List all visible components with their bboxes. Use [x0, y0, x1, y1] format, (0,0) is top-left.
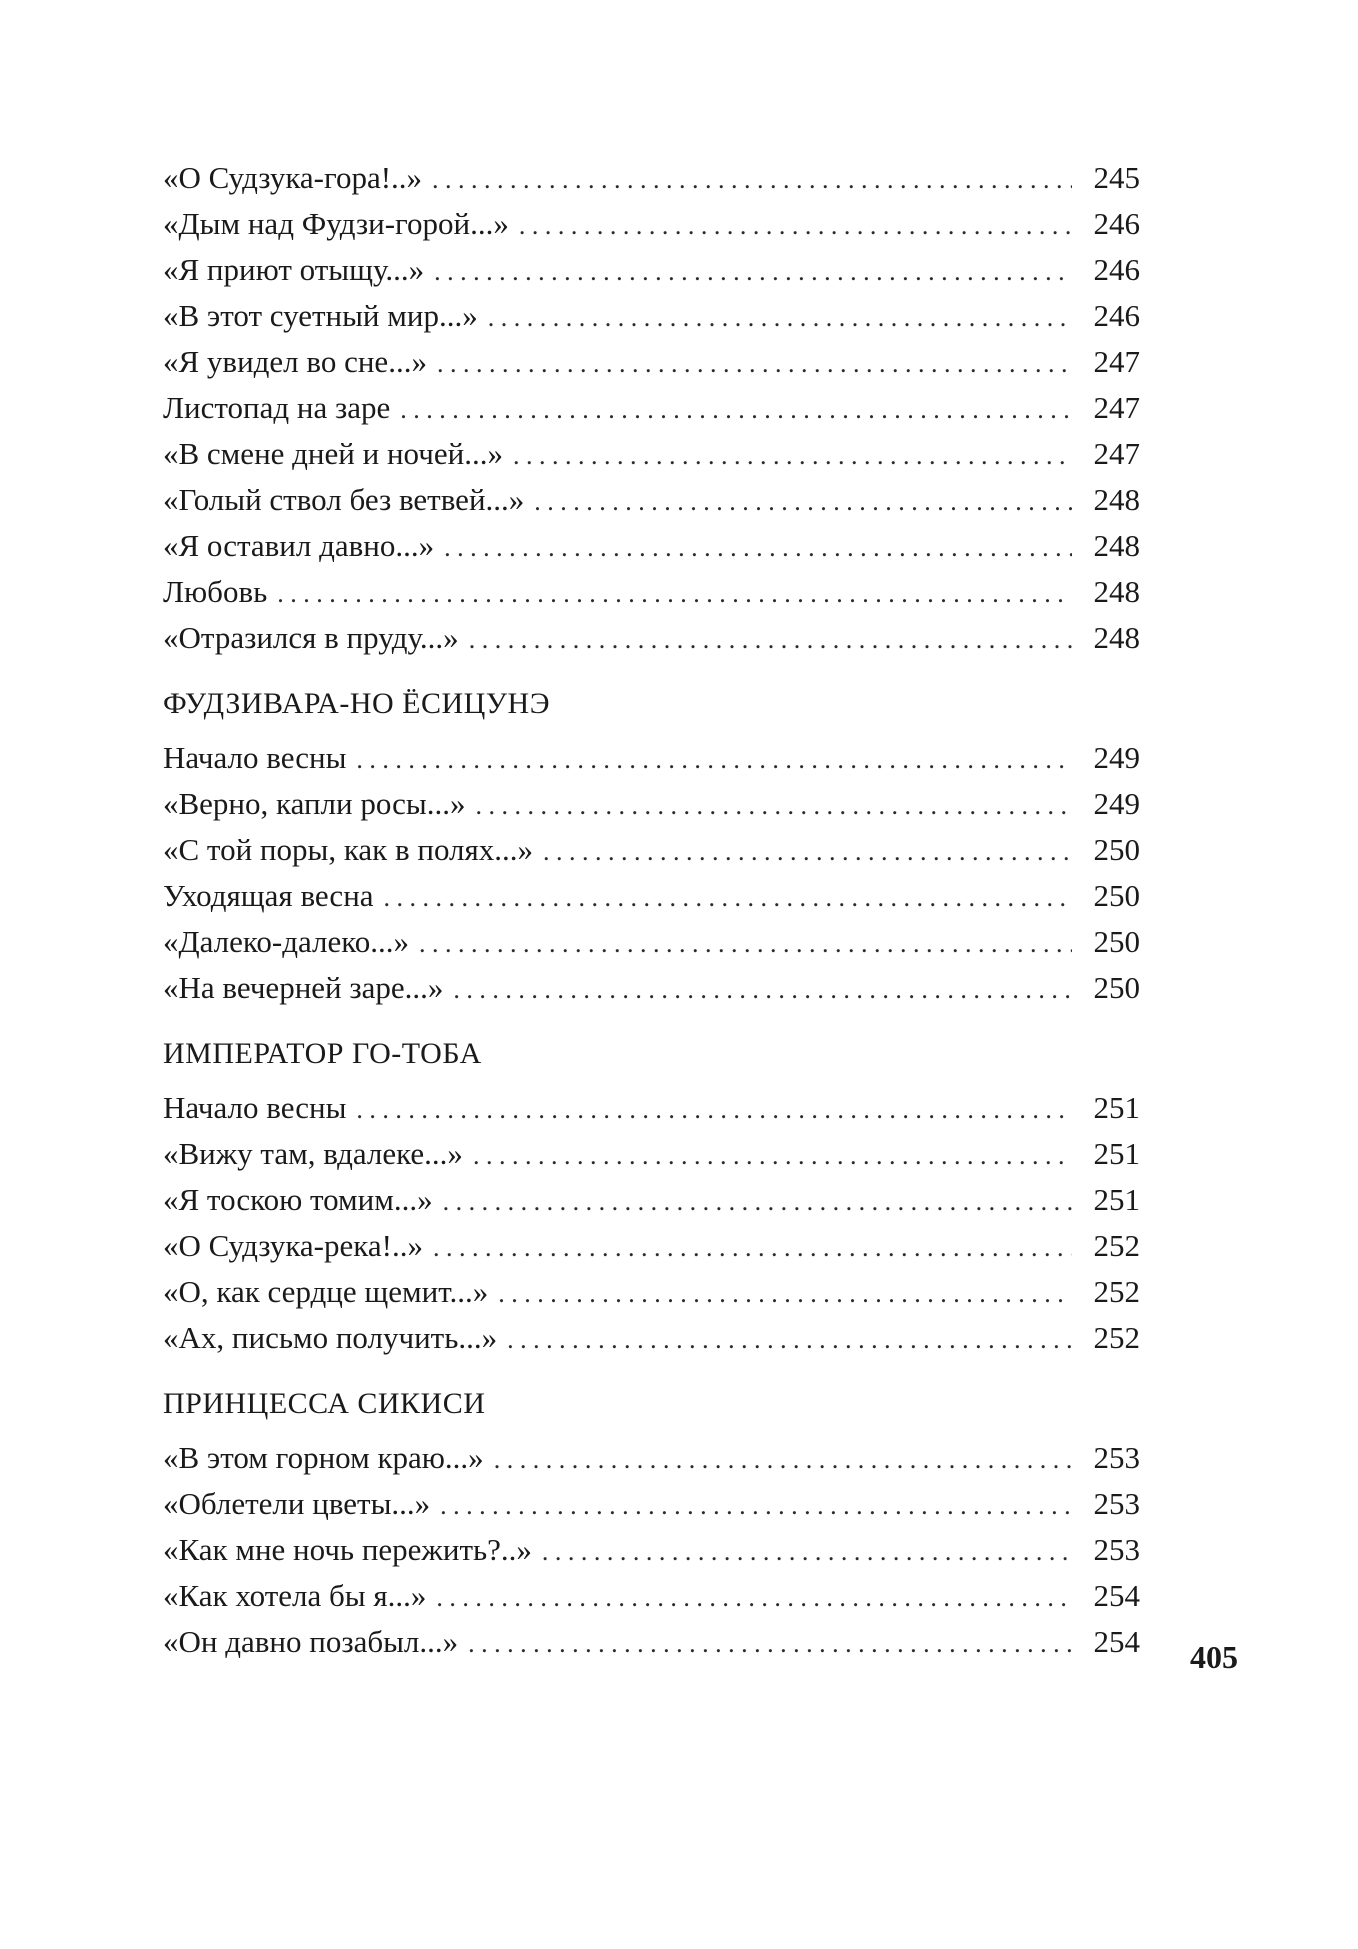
dot-leader: [432, 157, 1072, 203]
toc-entry: [163, 247, 1140, 293]
dot-leader: [440, 1483, 1072, 1529]
section-heading: ПРИНЦЕССА СИКИСИ: [163, 1387, 486, 1420]
entry-page: 246: [1093, 298, 1140, 333]
entry-title: «Вижу там, вдалеке...»: [163, 1136, 463, 1171]
entry-page: 250: [1093, 924, 1140, 959]
dot-leader: [436, 1575, 1072, 1621]
entry-page: 251: [1093, 1136, 1140, 1171]
dot-leader: [542, 1529, 1072, 1575]
entry-title: «Облетели цветы...»: [163, 1486, 431, 1521]
entry-title: Уходящая весна: [163, 878, 374, 913]
toc-entry: [163, 569, 1140, 615]
entry-page: 247: [1093, 390, 1140, 425]
entry-page: 249: [1093, 786, 1140, 821]
toc-entry: [163, 1481, 1140, 1527]
toc-entry: [163, 339, 1140, 385]
entry-page: 252: [1093, 1228, 1140, 1263]
entry-title: «Верно, капли росы...»: [163, 786, 466, 821]
entry-page: 254: [1093, 1624, 1140, 1659]
entry-title: «Далеко-далеко...»: [163, 924, 409, 959]
dot-leader: [494, 1437, 1072, 1483]
toc-entry: [163, 919, 1140, 965]
dot-leader: [356, 1087, 1072, 1133]
entry-title: «Я оставил давно...»: [163, 528, 435, 563]
dot-leader: [277, 571, 1072, 617]
toc-entry: [163, 1223, 1140, 1269]
entry-page: 246: [1093, 252, 1140, 287]
entry-page: 251: [1093, 1090, 1140, 1125]
dot-leader: [534, 479, 1072, 525]
dot-leader: [419, 921, 1072, 967]
toc-section: [163, 681, 1140, 1011]
toc-entry: [163, 385, 1140, 431]
entry-title: «О Судзука-река!..»: [163, 1228, 423, 1263]
entry-page: 245: [1093, 160, 1140, 195]
dot-leader: [519, 203, 1072, 249]
entry-title: «На вечерней заре...»: [163, 970, 444, 1005]
table-of-contents: [163, 155, 1140, 1665]
entry-page: 254: [1093, 1578, 1140, 1613]
section-heading: ФУДЗИВАРА-НО ЁСИЦУНЭ: [163, 687, 551, 720]
dot-leader: [513, 433, 1072, 479]
dot-leader: [507, 1317, 1072, 1363]
toc-entry: [163, 1573, 1140, 1619]
toc-entry: [163, 827, 1140, 873]
dot-leader: [384, 875, 1072, 921]
toc-entry: [163, 873, 1140, 919]
entry-title: «О, как сердце щемит...»: [163, 1274, 489, 1309]
toc-entry: [163, 735, 1140, 781]
entry-title: «В этот суетный мир...»: [163, 298, 478, 333]
entry-page: 250: [1093, 832, 1140, 867]
entry-title: «Отразился в пруду...»: [163, 620, 459, 655]
page-number: 405: [1190, 1639, 1238, 1675]
dot-leader: [356, 737, 1072, 783]
dot-leader: [488, 295, 1072, 341]
entry-title: «Голый ствол без ветвей...»: [163, 482, 525, 517]
toc-entry: [163, 965, 1140, 1011]
toc-entry: [163, 431, 1140, 477]
dot-leader: [400, 387, 1072, 433]
dot-leader: [475, 783, 1072, 829]
dot-leader: [453, 967, 1072, 1013]
entry-page: 252: [1093, 1320, 1140, 1355]
dot-leader: [468, 1621, 1072, 1667]
toc-entry: [163, 523, 1140, 569]
toc-entry: [163, 1315, 1140, 1361]
toc-entry: [163, 1435, 1140, 1481]
dot-leader: [434, 249, 1072, 295]
entry-title: «О Судзука-гора!..»: [163, 160, 423, 195]
entry-title: Начало весны: [163, 740, 347, 775]
dot-leader: [437, 341, 1072, 387]
entry-page: 252: [1093, 1274, 1140, 1309]
entry-page: 248: [1093, 528, 1140, 563]
toc-entry: [163, 781, 1140, 827]
entry-title: «Я приют отыщу...»: [163, 252, 425, 287]
toc-entry: [163, 1527, 1140, 1573]
entry-page: 253: [1093, 1440, 1140, 1475]
entry-title: «В этом горном краю...»: [163, 1440, 484, 1475]
entry-title: Любовь: [163, 574, 268, 609]
toc-section: [163, 1381, 1140, 1665]
entry-title: «Ах, письмо получить...»: [163, 1320, 498, 1355]
entry-page: 248: [1093, 574, 1140, 609]
dot-leader: [469, 617, 1072, 663]
entry-title: «Он давно позабыл...»: [163, 1624, 459, 1659]
entry-title: «В смене дней и ночей...»: [163, 436, 503, 471]
dot-leader: [473, 1133, 1072, 1179]
entry-page: 247: [1093, 436, 1140, 471]
toc-section: [163, 1031, 1140, 1361]
dot-leader: [444, 525, 1072, 571]
entry-page: 250: [1093, 970, 1140, 1005]
entry-title: «Как мне ночь пережить?..»: [163, 1532, 532, 1567]
toc-entry: [163, 201, 1140, 247]
entry-page: 250: [1093, 878, 1140, 913]
entry-page: 246: [1093, 206, 1140, 241]
toc-section: [163, 155, 1140, 661]
dot-leader: [498, 1271, 1072, 1317]
entry-title: Листопад на заре: [163, 390, 391, 425]
entry-page: 253: [1093, 1532, 1140, 1567]
entry-page: 249: [1093, 740, 1140, 775]
dot-leader: [543, 829, 1072, 875]
entry-title: «Дым над Фудзи-горой...»: [163, 206, 509, 241]
toc-entry: [163, 1085, 1140, 1131]
toc-entry: [163, 1131, 1140, 1177]
entry-title: Начало весны: [163, 1090, 347, 1125]
toc-entry: [163, 1619, 1140, 1665]
entry-title: «С той поры, как в полях...»: [163, 832, 534, 867]
entry-title: «Как хотела бы я...»: [163, 1578, 427, 1613]
section-heading: ИМПЕРАТОР ГО-ТОБА: [163, 1037, 482, 1070]
toc-entry: [163, 155, 1140, 201]
toc-entry: [163, 1269, 1140, 1315]
dot-leader: [443, 1179, 1072, 1225]
toc-entry: [163, 293, 1140, 339]
toc-entry: [163, 615, 1140, 661]
dot-leader: [433, 1225, 1072, 1271]
toc-entry: [163, 1177, 1140, 1223]
entry-page: 248: [1093, 482, 1140, 517]
entry-page: 251: [1093, 1182, 1140, 1217]
entry-title: «Я тоскою томим...»: [163, 1182, 433, 1217]
toc-entry: [163, 477, 1140, 523]
entry-title: «Я увидел во сне...»: [163, 344, 427, 379]
entry-page: 247: [1093, 344, 1140, 379]
entry-page: 253: [1093, 1486, 1140, 1521]
entry-page: 248: [1093, 620, 1140, 655]
